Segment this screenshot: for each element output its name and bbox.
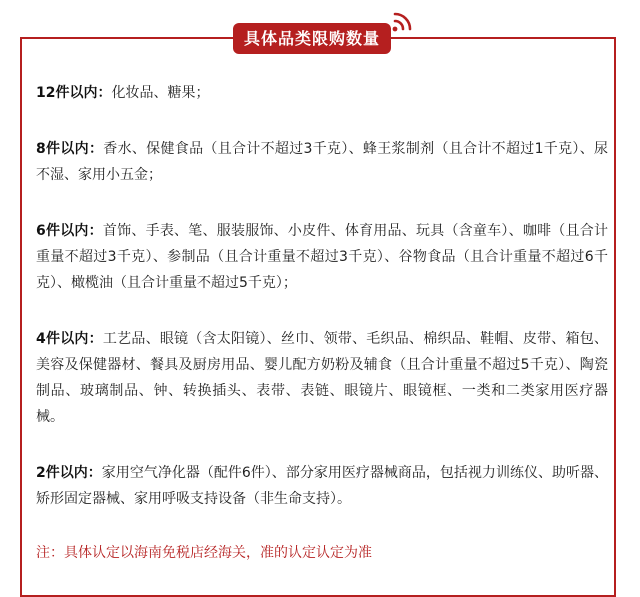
item-text: 首饰、手表、笔、服装服饰、小皮件、体育用品、玩具（含童车）、咖啡（且合计重量不超过3千克）、参制品（且合计重量不超过3千克）、谷物食品（且合计重量不超过6千克）、橄榄油（且合计重量不超过5千克）； <box>36 223 608 291</box>
item-lead: 8件以内： <box>36 141 104 157</box>
list-item-4 <box>36 326 608 430</box>
list-item-12 <box>36 80 608 106</box>
item-lead: 2件以内： <box>36 465 102 481</box>
item-text: 化妆品、糖果； <box>111 85 210 101</box>
page-title: 具体品类限购数量 <box>233 23 391 54</box>
item-text: 家用空气净化器（配件6件）、部分家用医疗器械商品，包括视力训练仪、助听器、矫形固定器械、家用呼吸支持设备（非生命支持）。 <box>36 465 609 507</box>
item-lead: 6件以内： <box>36 223 103 239</box>
item-lead: 12件以内： <box>36 85 112 101</box>
limit-list <box>36 80 608 542</box>
item-text: 工艺品、眼镜（含太阳镜）、丝巾、领带、毛织品、棉织品、鞋帽、皮带、箱包、美容及保健器材、餐具及厨房用品、婴儿配方奶粉及辅食（且合计重量不超过5千克）、陶瓷制品、玻璃制品、钟、转换插头、表带、表链、眼镜片、眼镜框、一类和二类家用医疗器械。 <box>36 331 608 425</box>
list-item-2 <box>36 460 608 512</box>
signal-wave-icon <box>392 10 414 32</box>
list-item-8 <box>36 136 608 188</box>
footnote: 注：具体认定以海南免税店经海关，准的认定认定为准 <box>36 545 372 561</box>
item-lead: 4件以内： <box>36 331 103 347</box>
item-text: 香水、保健食品（且合计不超过3千克）、蜂王浆制剂（且合计不超过1千克）、尿不湿、家用小五金； <box>36 141 608 183</box>
list-item-6 <box>36 218 608 296</box>
